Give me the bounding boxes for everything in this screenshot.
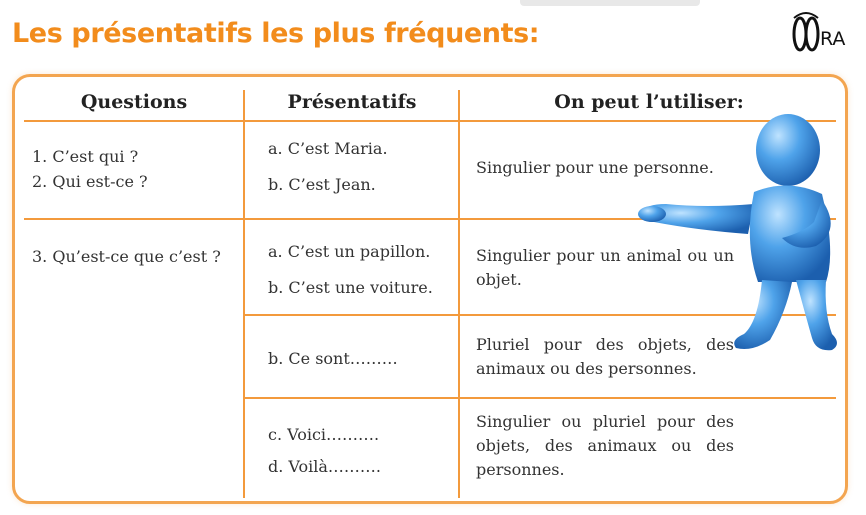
usage-cell: Singulier pour une personne. bbox=[476, 158, 714, 177]
question-cell: 1. C’est qui ? bbox=[32, 147, 139, 166]
presentatif-cell: a. C’est un papillon. bbox=[268, 242, 431, 261]
presentatif-cell: b. C’est une voiture. bbox=[268, 278, 433, 297]
presentatif-cell: d. Voilà………. bbox=[268, 457, 381, 476]
usage-cell: Singulier ou pluriel pour des objets, des animaux ou des personnes. bbox=[476, 412, 734, 479]
column-divider bbox=[458, 90, 460, 498]
top-strip bbox=[520, 0, 700, 6]
presentatif-cell: b. Ce sont……… bbox=[268, 349, 398, 368]
header-utiliser: On peut l’utiliser: bbox=[554, 91, 744, 113]
question-cell: 3. Qu’est-ce que c’est ? bbox=[32, 247, 221, 266]
usage-cell: Pluriel pour des objets, des animaux ou des personnes. bbox=[476, 335, 734, 378]
presentatif-cell: c. Voici………. bbox=[268, 425, 380, 444]
row-divider bbox=[244, 397, 836, 399]
column-divider bbox=[243, 90, 245, 498]
usage-cell: Singulier pour un animal ou un objet. bbox=[476, 246, 734, 289]
header-questions: Questions bbox=[80, 91, 188, 113]
presentatif-cell: b. C’est Jean. bbox=[268, 175, 376, 194]
logo-text: RA bbox=[820, 28, 846, 50]
header-presentatifs: Présentatifs bbox=[287, 91, 417, 113]
presentatif-cell: a. C’est Maria. bbox=[268, 139, 388, 158]
page-title: Les présentatifs les plus fréquents: bbox=[12, 18, 540, 49]
question-cell: 2. Qui est-ce ? bbox=[32, 172, 148, 191]
presenter-figure-icon bbox=[636, 112, 846, 362]
